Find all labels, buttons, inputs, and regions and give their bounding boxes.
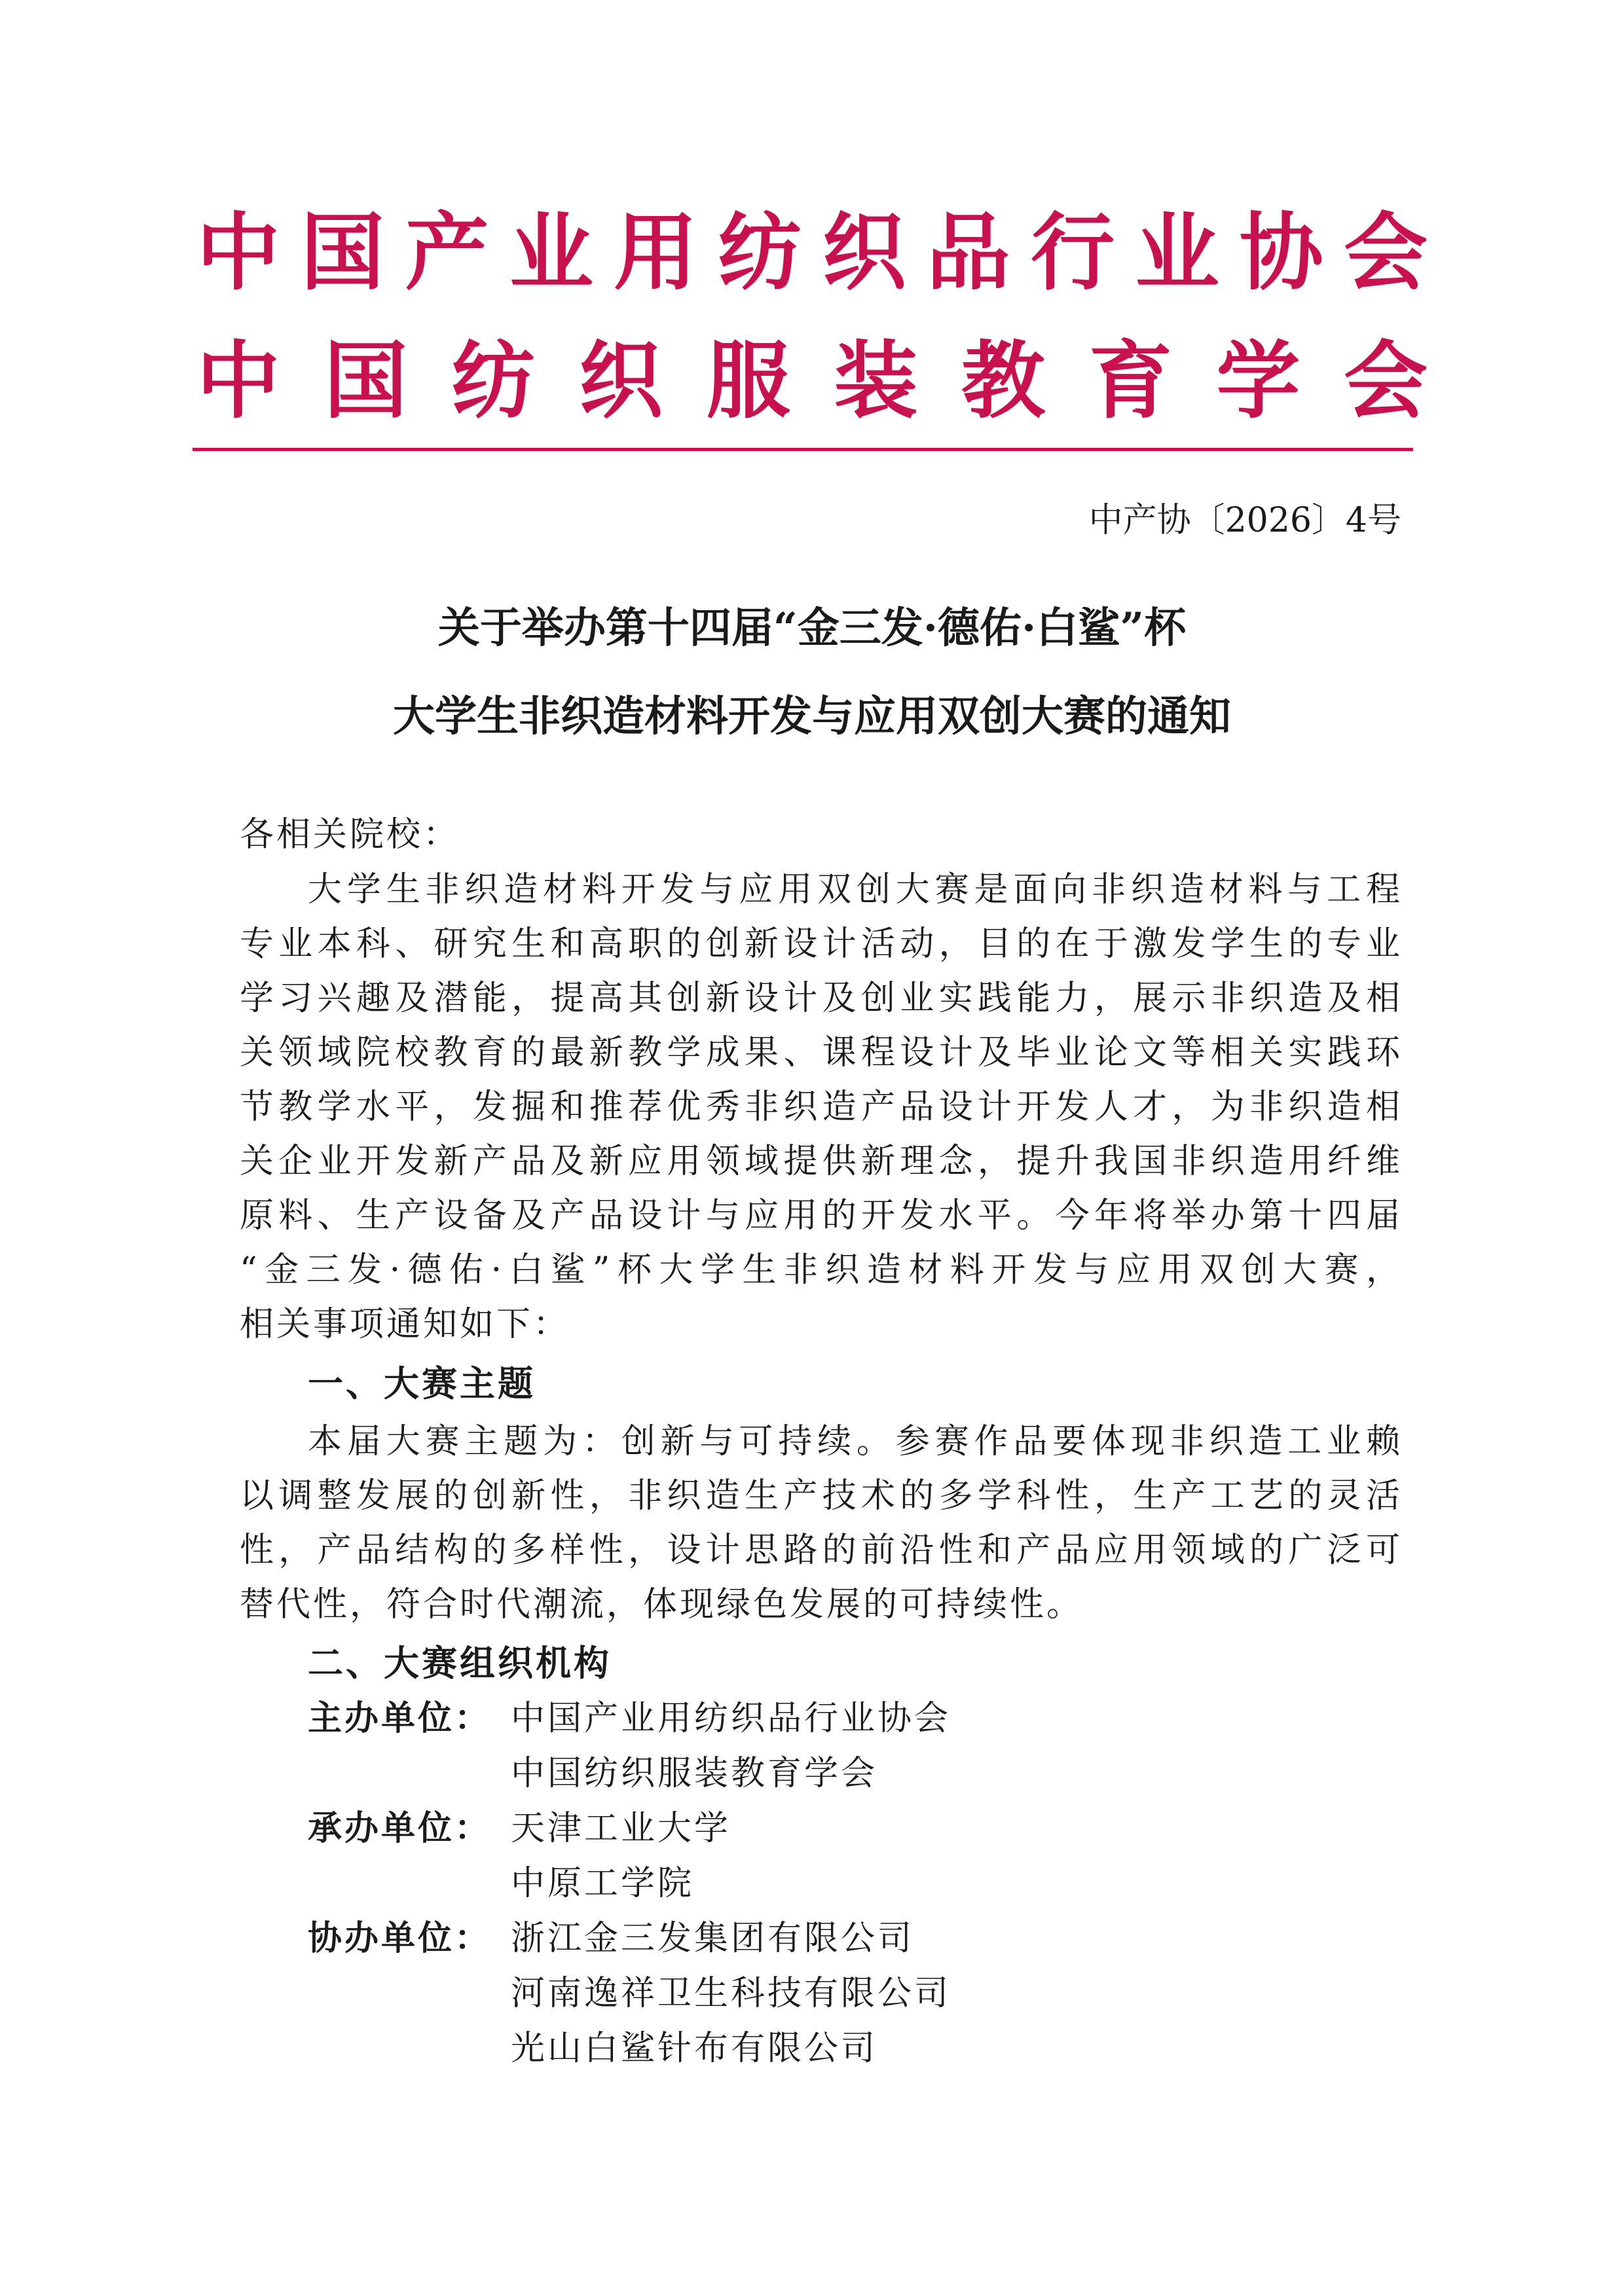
organizer-name: 中原工学院 xyxy=(511,1864,695,1903)
notice-title-line-1: 关于举办第十四届“金三发·德佑·白鲨”杯 xyxy=(437,604,1187,653)
theme-line: 本届大赛主题为：创新与可持续。参赛作品要体现非织造工业赖 xyxy=(308,1422,1403,1461)
co-organizer-name: 河南逸祥卫生科技有限公司 xyxy=(511,1974,951,2013)
co-organizer-name: 浙江金三发集团有限公司 xyxy=(511,1919,915,1958)
intro-line: 相关事项通知如下： xyxy=(240,1305,570,1344)
organizer-name: 天津工业大学 xyxy=(511,1809,731,1848)
intro-line: 大学生非织造材料开发与应用双创大赛是面向非织造材料与工程 xyxy=(308,870,1403,909)
theme-line: 替代性，符合时代潮流，体现绿色发展的可持续性。 xyxy=(240,1585,1084,1624)
document-number: 中产协〔2026〕4号 xyxy=(1088,501,1401,540)
letterhead-line-1: 中国产业用纺织品行业协会 xyxy=(196,204,1428,302)
intro-line: 学习兴趣及潜能，提高其创新设计及创业实践能力，展示非织造及相 xyxy=(240,979,1403,1018)
intro-line: 关企业开发新产品及新应用领域提供新理念，提升我国非织造用纤维 xyxy=(240,1142,1403,1181)
salutation: 各相关院校： xyxy=(240,815,460,854)
section-heading-organization: 二、大赛组织机构 xyxy=(308,1642,612,1684)
host-name: 中国产业用纺织品行业协会 xyxy=(511,1699,951,1738)
host-name: 中国纺织服装教育学会 xyxy=(511,1754,878,1793)
theme-line: 以调整发展的创新性，非织造生产技术的多学科性，生产工艺的灵活 xyxy=(240,1476,1403,1516)
intro-line: 关领域院校教育的最新教学成果、课程设计及毕业论文等相关实践环 xyxy=(240,1033,1403,1072)
intro-line: 专业本科、研究生和高职的创新设计活动，目的在于激发学生的专业 xyxy=(240,924,1403,964)
co-organizer-label: 协办单位： xyxy=(308,1918,492,1958)
section-heading-theme: 一、大赛主题 xyxy=(308,1362,536,1404)
host-label: 主办单位： xyxy=(308,1698,492,1738)
organizer-label: 承办单位： xyxy=(308,1808,492,1848)
intro-line: 节教学水平，发掘和推荐优秀非织造产品设计开发人才，为非织造相 xyxy=(240,1087,1403,1127)
notice-title-line-2: 大学生非织造材料开发与应用双创大赛的通知 xyxy=(393,692,1231,741)
intro-line: “金三发·德佑·白鲨”杯大学生非织造材料开发与应用双创大赛， xyxy=(240,1250,1403,1290)
intro-line: 原料、生产设备及产品设计与应用的开发水平。今年将举办第十四届 xyxy=(240,1196,1403,1235)
letterhead-divider xyxy=(193,448,1413,451)
theme-line: 性，产品结构的多样性，设计思路的前沿性和产品应用领域的广泛可 xyxy=(240,1531,1403,1570)
letterhead-line-2: 中国纺织服装教育学会 xyxy=(196,333,1428,430)
co-organizer-name: 光山白鲨针布有限公司 xyxy=(511,2029,878,2068)
